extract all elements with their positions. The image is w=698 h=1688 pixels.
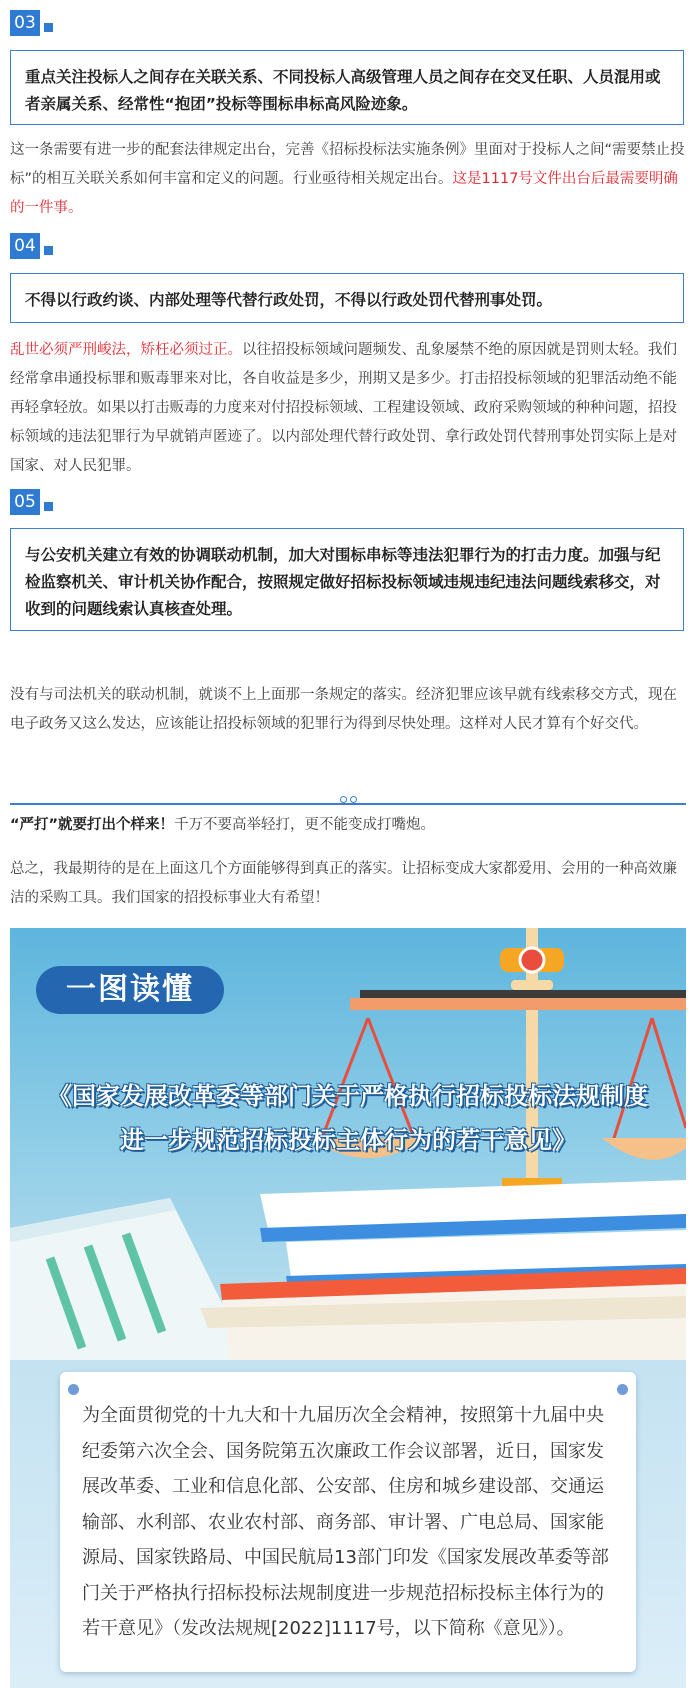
banner-title-line1: 《国家发展改革委等部门关于严格执行招标投标法规制度	[48, 1081, 648, 1110]
highlight-box: 与公安机关建立有效的协调联动机制，加大对围标串标等违法犯罪行为的打击力度。加强与纪检监察机关、审计机关协作配合，按照规定做好招标投标领域违规违纪违法问题线索移交，对收到的问题线索认真核查处理。	[10, 528, 684, 631]
closing-bold-lead: “严打”就要打出个样来！	[10, 817, 175, 833]
intro-card-text: 为全面贯彻党的十九大和十九届历次全会精神，按照第十九届中央纪委第六次全会、国务院第五次廉政工作会议部署，近日，国家发展改革委、工业和信息化部、公安部、住房和城乡建设部、交通运输部、水利部、农业农村部、商务部、审计署、广电总局、国家能源局、国家铁路局、中国民航局13部门印发《国家发展改革委等部门关于严格执行招标投标法规制度进一步规范招标投标主体行为的若干意见》（发改法规规[2022]1117号，以下简称《意见》）。	[82, 1405, 609, 1639]
section-number: 05	[10, 489, 40, 515]
commentary-paragraph: 没有与司法机关的联动机制，就谈不上上面那一条规定的落实。经济犯罪应该早就有线索移交方式，现在电子政务又这么发达，应该能让招投标领域的犯罪行为得到尽快处理。这样对人民才算有个好交代。	[10, 687, 677, 732]
section-number: 03	[10, 10, 40, 36]
badge-square-decoration	[44, 23, 53, 32]
highlight-box: 重点关注投标人之间存在关联关系、不同投标人高级管理人员之间存在交叉任职、人员混用或者亲属关系、经常性“抱团”投标等围标串标高风险迹象。	[10, 50, 684, 125]
intro-card	[60, 1372, 636, 1672]
summary-paragraph: 总之，我最期待的是在上面这几个方面能够得到真正的落实。让招标变成大家都爱用、会用的一种高效廉洁的采购工具。我们国家的招投标事业大有希望！	[10, 861, 677, 906]
pin-icon	[68, 1384, 79, 1395]
badge-square-decoration	[44, 246, 53, 255]
section-number: 04	[10, 233, 40, 259]
commentary-paragraph	[10, 336, 686, 481]
commentary-paragraph	[10, 136, 686, 223]
pin-icon	[617, 1384, 628, 1395]
section-divider	[10, 796, 686, 806]
closing-line	[10, 811, 686, 840]
divider-circle-icon	[340, 796, 347, 803]
banner-tag: 一图读懂	[36, 966, 224, 1014]
highlight-box: 不得以行政约谈、内部处理等代替行政处罚，不得以行政处罚代替刑事处罚。	[10, 273, 684, 323]
divider-line	[10, 803, 686, 805]
plain-text: 以往招投标领域问题频发、乱象屡禁不绝的原因就是罚则太轻。我们经常拿串通投标罪和贩毒罪来对比，各自收益是多少，刑期又是多少。打击招投标领域的犯罪活动绝不能再轻拿轻放。如果以打击贩毒的力度来对付招投标领域、工程建设领域、政府采购领域的种种问题，招投标领域的违法犯罪行为早就销声匿迹了。以内部处理代替行政处罚、拿行政处罚代替刑事处罚实际上是对国家、对人民犯罪。	[10, 342, 677, 474]
infographic-banner	[10, 928, 686, 1360]
divider-circle-icon	[350, 796, 357, 803]
closing-rest: 千万不要高举轻打，更不能变成打嘴炮。	[174, 817, 436, 833]
badge-square-decoration	[44, 502, 53, 511]
red-highlight-text: 这是1117号文件出台后最需要明确的一件事。	[10, 171, 678, 216]
red-highlight-text: 乱世必须严刑峻法，矫枉必须过正。	[10, 342, 242, 358]
plain-text: 这一条需要有进一步的配套法律规定出台，完善《招标投标法实施条例》里面对于投标人之间“需要禁止投标”的相互关联关系如何丰富和定义的问题。行业亟待相关规定出台。	[10, 142, 685, 187]
banner-title-line2: 进一步规范招标投标主体行为的若干意见》	[120, 1125, 576, 1154]
